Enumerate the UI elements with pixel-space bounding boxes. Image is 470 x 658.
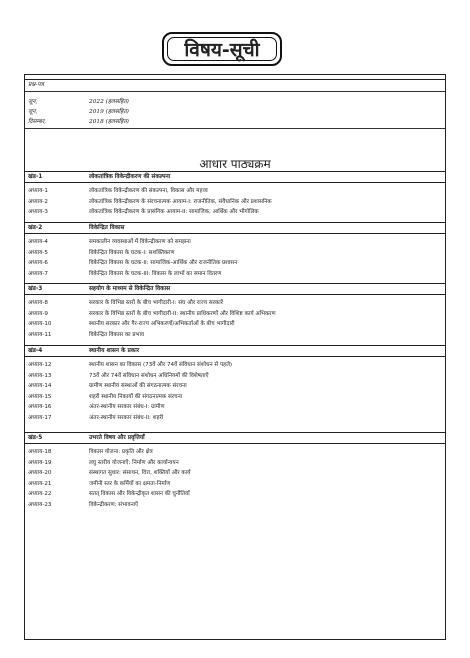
section-header: खंड-2 विकेन्द्रित विकास <box>25 222 445 234</box>
section-header: खंड-3 सहयोग के माध्यम से विकेन्द्रित विकास <box>25 283 445 295</box>
section-header: खंड-1 लोकतांत्रिक विकेन्द्रीकरण की संकल्पना <box>25 171 445 183</box>
syllabus-title: आधार पाठ्यक्रम <box>199 157 271 171</box>
section-header: खंड-4 स्थानीय शासन के प्रकार <box>25 345 445 357</box>
section-header: खंड-5 उभरते विषय और प्रवृत्तियाँ <box>25 432 445 444</box>
page-title: विषय-सूची <box>162 32 282 66</box>
contents-frame: प्रश्न-पत्र जून, 2022 (हलसहित) जून, 2019 (हलसहित) दिसम्बर, 2018 (हलसहित) आधार पाठ्यक्रम खंड-1 लोकतांत्रिक विकेन्द्रीकरण की संकल्पना अध्याय-1 लोकतांत्रिक विकेन्द्रीकरण की संकल्पना, विकास और महत्त्व अध्याय-2 लोकतांत्रिक विकेन्द्रीकरण के संरचनात्मक आयाम-I: राजनीतिक, संवैधानिक और प्रशासनिक अध्याय-3 लोकतांत्रिक विकेन्द्रीकरण के प्रासंगिक आयाम-II: सामाजिक, आर्थिक और भौगोलिक खंड-2 विकेन्द्रित विकास अध्याय-4 समकालीन व्यवस्थाओं में विकेन्द्रीकरण को समझना अध्याय-5 विकेन्द्रित विकास के घटक-I: सशक्तिकरण अध्याय-6 विकेन्द्रित विकास के घटक-II: सामाजिक-आर्थिक और राजनीतिक प्रशासन अध्याय-7 विकेन्द्रित विकास के घटक-III: विकास के लाभों का समान वितरण खंड-3 सहयोग के माध्यम से विकेन्द्रित विकास अध्याय-8 सरकार के विभिन्न स्तरों के बीच भागीदारी-I: संघ और राज्य सरकारें अध्याय-9 सरकार के विभिन्न स्तरों के बीच भागीदारी-II: स्थानीय प्राधिकरणों और विशिष्ट कार्य अभिकरण अध्याय-10 स्थानीय सरकार और गैर-राज्य अभिकरणों/अभिकर्ताओं के बीच भागीदारी अध्याय-11 विकेन्द्रित विकास का प्रभाव खंड-4 स्थानीय शासन के प्रकार अध्याय-12 स्थानीय शासन का विकास (73वें और 74वें संविधान संशोधन से पहले) अध्याय-13 73वें और 74वें संविधान संशोधन अधिनियमों की विशेषताएँ अध्याय-14 ग्रामीण स्थानीय संस्थाओं की संगठनात्मक संरचना अध्याय-15 शहरी स्थानीय निकायों की संगठनात्मक संरचना अध्याय-16 अंतर-स्थानीय सरकार संबंध-I: ग्रामीण अध्याय-17 अंतर-स्थानीय सरकार संबंध-II: शहरी खंड-5 उभरते विषय और प्रवृत्तियाँ अध्याय-18 विकास योजना: प्रकृति और क्षेत्र अध्याय-19 लघु स्तरीय योजनाएँ: निर्माण और कार्यान्वयन अध्याय-20 संस्थागत सुधार: संसाधन, वित्त, शक्तियाँ और कार्य अध्याय-21 जमीनी स्तर के कर्मियों का क्षमता-निर्माण अध्याय-22 सतत् विकास और विकेन्द्रीकृत शासन की चुनौतियाँ अध्याय-23 विकेन्द्रीकरण: संभावनाएँ <box>24 74 446 640</box>
